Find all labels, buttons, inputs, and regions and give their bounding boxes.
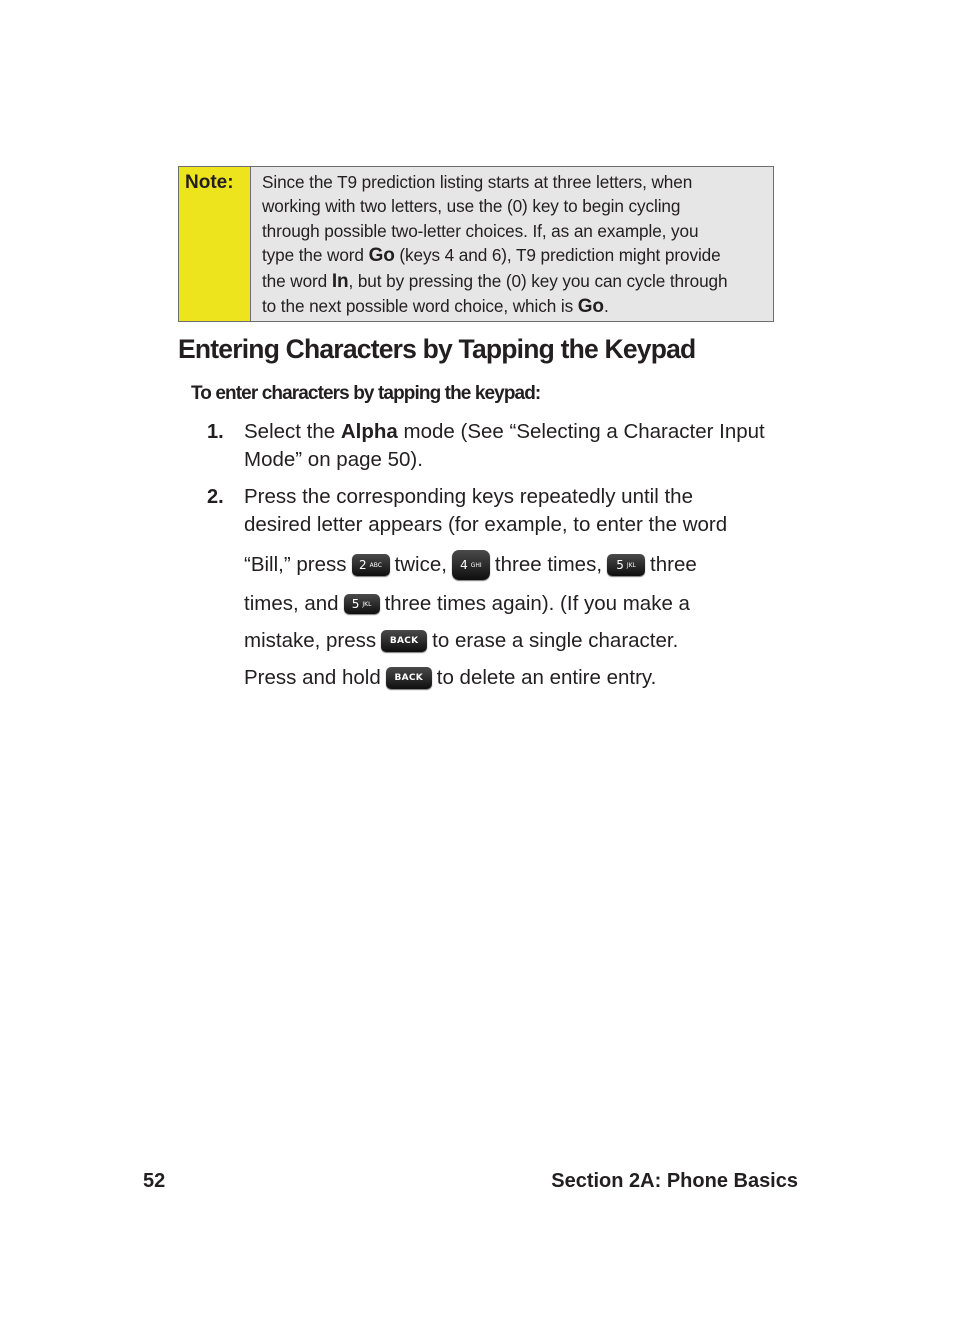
step-text: twice,	[394, 553, 447, 576]
step-text: to delete an entire entry.	[436, 666, 657, 689]
step-2-line	[244, 661, 656, 695]
key-number: 5	[616, 558, 624, 572]
note-text-fragment: the word	[262, 270, 332, 291]
note-line	[262, 243, 763, 268]
step-text: mode (See “Selecting a Character Input	[397, 420, 765, 443]
key-5-icon	[344, 594, 380, 614]
note-line: through possible two-letter choices. If, as an example, you	[262, 220, 699, 241]
key-2-icon	[352, 554, 390, 576]
step-text: to erase a single character.	[432, 629, 679, 652]
step-1-line	[244, 420, 765, 444]
note-text-fragment: (keys 4 and 6), T9 prediction might provide	[394, 245, 721, 266]
step-number: 1.	[207, 421, 224, 443]
note-bold-word: In	[331, 270, 349, 292]
step-1-line: Mode” on page 50).	[244, 448, 423, 471]
note-line: Since the T9 prediction listing starts at three letters, when	[262, 172, 693, 192]
note-text-fragment: type the word	[262, 245, 369, 266]
key-number: 5	[351, 597, 360, 611]
key-5-icon	[607, 554, 645, 576]
page-number: 52	[143, 1170, 166, 1192]
step-2-line: Press the corresponding keys repeatedly until the	[244, 485, 693, 508]
step-text: times, and	[244, 592, 339, 615]
section-footer: Section 2A: Phone Basics	[551, 1170, 798, 1192]
step-text: three	[650, 553, 697, 576]
key-number: 2	[359, 558, 367, 572]
step-text: three times,	[494, 553, 603, 576]
note-bold-word: Go	[368, 245, 395, 267]
step-number: 2.	[207, 486, 224, 508]
procedure-subheading: To enter characters by tapping the keypad:	[191, 383, 541, 404]
note-line	[262, 269, 763, 294]
key-number: 4	[460, 558, 468, 572]
note-text	[251, 167, 773, 321]
step-text: mistake, press	[244, 629, 377, 652]
step-2-line	[244, 548, 697, 582]
step-text: Select the	[244, 420, 341, 443]
step-2-line	[244, 587, 690, 621]
key-letters: JKL	[362, 600, 372, 608]
note-bold-word: Go	[577, 296, 604, 318]
key-4-icon	[452, 550, 490, 580]
note-line: working with two letters, use the (0) key to begin cycling	[262, 196, 681, 217]
note-text-fragment: .	[603, 296, 609, 317]
step-text: three times again). (If you make a	[384, 592, 690, 615]
note-line	[262, 294, 763, 319]
back-key-icon: BACK	[386, 667, 432, 689]
alpha-mode-term: Alpha	[340, 420, 398, 443]
note-text-fragment: , but by pressing the (0) key you can cycle through	[348, 270, 728, 291]
back-key-icon: BACK	[381, 630, 427, 652]
key-letters: GHI	[470, 561, 482, 569]
key-letters: ABC	[369, 561, 382, 569]
section-heading: Entering Characters by Tapping the Keypad	[178, 334, 696, 364]
note-box	[178, 166, 774, 322]
step-text: Press and hold	[244, 666, 381, 689]
step-2-line: desired letter appears (for example, to enter the word	[244, 513, 728, 536]
note-label: Note:	[179, 167, 251, 321]
note-text-fragment: to the next possible word choice, which is	[262, 296, 578, 317]
step-2-line	[244, 624, 678, 658]
key-letters: JKL	[626, 561, 636, 569]
step-text: “Bill,” press	[244, 553, 347, 576]
